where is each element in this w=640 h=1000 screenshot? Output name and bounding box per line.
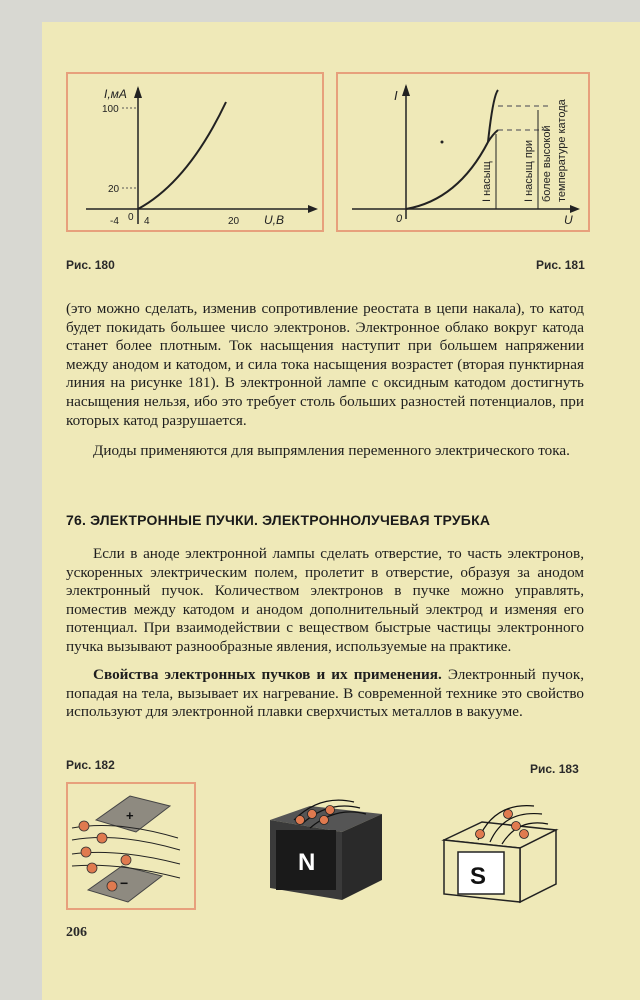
caption-182: Рис. 182 <box>66 758 115 772</box>
magnet-n-label: N <box>298 849 316 876</box>
caption-181: Рис. 181 <box>536 258 585 272</box>
curve-180 <box>138 102 226 209</box>
electron <box>81 847 91 857</box>
sat-label-3: более высокой <box>541 125 553 202</box>
electron <box>308 810 317 819</box>
paragraph-1: (это можно сделать, изменив сопротивление реостата в цепи накала), то катод будет покидать большее число электронов. Электронное облако вокруг катода станет более плотным. Ток насыщения наступит при большем напряжении между анодом и катодом, и сила тока насыщения возрастет (вторая пунктирная линия на рисунке 181). В электронной лампе с оксидным катодом достигнуть насыщения нельзя, ибо это требует столь больших разностей потенциалов, при которых катод разрушается. <box>66 300 584 429</box>
caption-180: Рис. 180 <box>66 258 115 272</box>
electron <box>121 855 131 865</box>
y-axis-arrow <box>134 86 142 98</box>
electron <box>520 830 529 839</box>
graph-181 <box>338 74 588 230</box>
figure-181 <box>336 72 590 232</box>
sat-label-4: температуре катода <box>556 99 568 202</box>
figure-182 <box>66 782 196 910</box>
electron <box>97 833 107 843</box>
tick-label-minus4: -4 <box>110 216 119 227</box>
x-axis-arrow <box>308 205 318 213</box>
electron <box>326 806 335 815</box>
magnet-s-label: S <box>470 863 487 890</box>
tick-label-20: 20 <box>108 184 120 195</box>
minus-sign: − <box>120 875 129 891</box>
tick-label-0: 0 <box>128 212 134 223</box>
electron <box>107 881 117 891</box>
graph-180 <box>68 74 322 230</box>
electron <box>79 821 89 831</box>
electron <box>320 816 329 825</box>
magnet-s-illustration <box>434 784 574 908</box>
magnet-n-illustration <box>250 784 390 908</box>
paragraph-3: Если в аноде электронной лампы сделать отверстие, то часть электронов, ускоренных электрическим полем, пролетит в отверстие, образуя за анодом электронный пучок. Количеством электронов в пучке можно управлять, поместив между катодом и анодом дополнительный электрод и изменяя его потенциал. При взаимодействии с веществом быстрые частицы электронного пучка вызывают разнообразные явления, используемые на практике. <box>66 545 584 655</box>
dot-mark <box>441 141 444 144</box>
y-label: I <box>394 88 398 103</box>
paragraph-2: Диоды применяются для выпрямления переменного электрического тока. <box>93 442 570 459</box>
paragraph-4-text: Электронный пучок, попадая на тела, вызывает их нагревание. В современной технике это свойство используют для электронной плавки сверхчистых металлов в вакууме. <box>66 666 584 721</box>
electron <box>476 830 485 839</box>
sat-label-2: I насыщ при <box>523 139 535 202</box>
paragraph-4-lead: Свойства электронных пучков и их применения. <box>93 666 442 683</box>
electron <box>87 863 97 873</box>
plus-sign: + <box>126 808 134 823</box>
tick-label-20x: 20 <box>228 216 240 227</box>
section-heading: 76. ЭЛЕКТРОННЫЕ ПУЧКИ. ЭЛЕКТРОННОЛУЧЕВАЯ ТРУБКА <box>66 512 491 528</box>
electron <box>504 810 513 819</box>
sat-label-1: I насыщ <box>481 161 493 202</box>
y-label: I,мA <box>104 87 127 101</box>
illustration-182 <box>68 784 194 908</box>
y-axis-arrow <box>402 84 410 96</box>
electron <box>512 822 521 831</box>
tick-label-4: 4 <box>144 216 150 227</box>
electron <box>296 816 305 825</box>
page-number: 206 <box>66 925 87 940</box>
x-label: U <box>564 213 573 227</box>
paragraph-4 <box>66 666 584 722</box>
figure-180 <box>66 72 324 232</box>
origin-label: 0 <box>396 213 403 225</box>
x-axis-arrow <box>570 205 580 213</box>
caption-183: Рис. 183 <box>530 762 579 776</box>
tick-label-100: 100 <box>102 104 119 115</box>
x-label: U,B <box>264 213 285 227</box>
